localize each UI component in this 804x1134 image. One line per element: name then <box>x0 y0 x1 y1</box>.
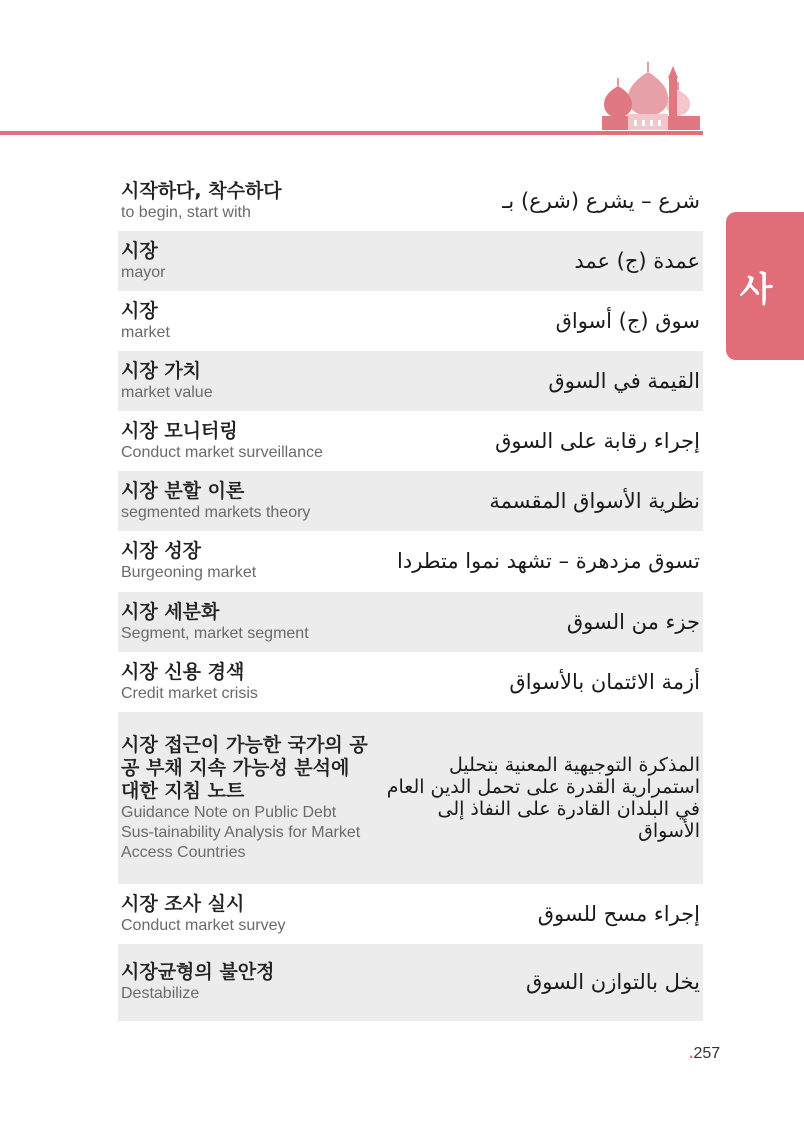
arabic-term: شرع – يشرع (شرع) بـ <box>502 189 700 213</box>
glossary-entry <box>118 471 703 531</box>
arabic-term: القيمة في السوق <box>548 368 700 393</box>
english-term: to begin, start with <box>121 204 251 221</box>
english-term: Conduct market surveillance <box>121 443 323 461</box>
korean-term: 시장 가치 <box>121 359 202 382</box>
korean-term: 시장 세분화 <box>121 600 220 623</box>
arabic-term: إجراء رقابة على السوق <box>495 428 700 453</box>
page-number <box>689 1045 720 1063</box>
korean-term: 시장 분할 이론 <box>121 479 245 502</box>
english-term: Destabilize <box>121 985 200 1002</box>
page-number-value: 257 <box>693 1045 721 1062</box>
section-tab <box>726 212 804 360</box>
glossary-entry <box>118 411 703 471</box>
korean-term: 시장균형의 불안정 <box>121 961 275 983</box>
glossary-entry <box>118 592 703 652</box>
glossary-entry <box>118 351 703 411</box>
glossary-entry <box>118 712 703 884</box>
english-term: Guidance Note on Public Debt Sus-tainability Analysis for Market Access Countries <box>121 803 361 861</box>
korean-term: 시장 <box>121 299 158 322</box>
korean-term: 시작하다, 착수하다 <box>121 180 282 202</box>
english-term: Burgeoning market <box>121 564 257 581</box>
korean-term: 시장 <box>121 239 158 262</box>
korean-term: 시장 접근이 가능한 국가의 공공 부채 지속 가능성 분석에 대한 지침 노트 <box>121 733 368 802</box>
arabic-term: يخل بالتوازن السوق <box>526 970 700 994</box>
arabic-term: عمدة (ج) عمد <box>574 248 700 273</box>
english-term: Credit market crisis <box>121 684 258 702</box>
glossary-entry <box>118 231 703 291</box>
arabic-term: تسوق مزدهرة – تشهد نموا متطردا <box>397 549 700 573</box>
korean-term: 시장 모니터링 <box>121 419 238 442</box>
arabic-term: سوق (ج) أسواق <box>555 308 700 333</box>
page-number-dot: . <box>689 1045 694 1062</box>
english-term: Segment, market segment <box>121 624 309 642</box>
english-term: mayor <box>121 263 166 281</box>
korean-term: 시장 조사 실시 <box>121 892 245 915</box>
glossary-entry <box>118 652 703 712</box>
english-term: market value <box>121 383 213 401</box>
korean-term: 시장 성장 <box>121 540 202 562</box>
glossary-entry <box>118 531 703 592</box>
arabic-term: نظرية الأسواق المقسمة <box>489 488 700 513</box>
english-term: Conduct market survey <box>121 916 286 934</box>
english-term: segmented markets theory <box>121 503 311 521</box>
glossary-list <box>118 172 703 1021</box>
english-term: market <box>121 323 170 341</box>
glossary-entry <box>118 884 703 944</box>
korean-term: 시장 신용 경색 <box>121 660 245 683</box>
glossary-entry <box>118 172 703 231</box>
glossary-entry <box>118 944 703 1021</box>
arabic-term: إجراء مسح للسوق <box>537 901 700 926</box>
arabic-term: المذكرة التوجيهية المعنية بتحليل استمرارية القدرة على تحمل الدين العام في البلدان القادرة على النفاذ إلى الأسواق <box>386 754 700 842</box>
glossary-entry <box>118 291 703 351</box>
mosque-illustration <box>598 58 704 133</box>
arabic-term: جزء من السوق <box>566 609 700 634</box>
arabic-term: أزمة الائتمان بالأسواق <box>509 669 700 694</box>
section-tab-letter: 사 <box>739 270 773 310</box>
